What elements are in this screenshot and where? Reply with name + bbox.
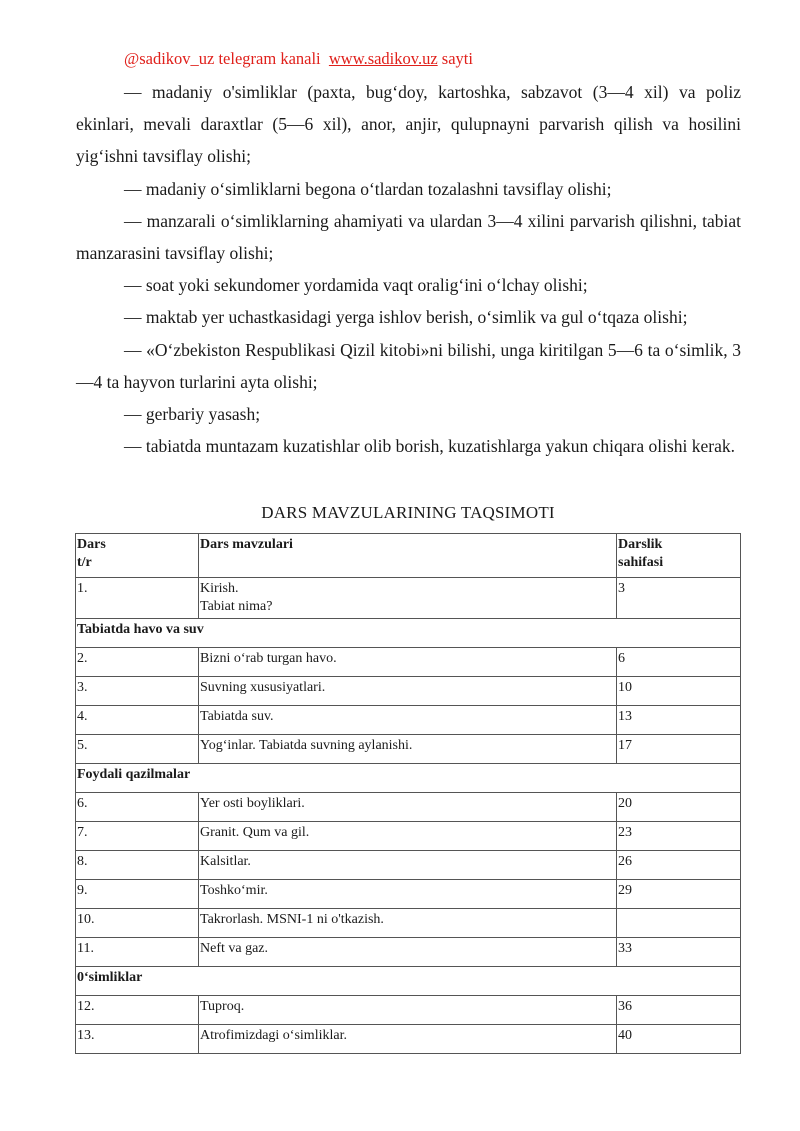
cell-topic: Kalsitlar. [199, 851, 617, 880]
cell-number: 5. [76, 735, 199, 764]
cell-number: 13. [76, 1025, 199, 1054]
paragraph: — soat yoki sekundomer yordamida vaqt oralig‘ini o‘lchay olishi; [124, 275, 588, 296]
table-row [76, 1025, 741, 1054]
cell-topic: Kirish. Tabiat nima? [199, 578, 617, 619]
header-cell-topic: Dars mavzulari [199, 534, 617, 578]
cell-number: 6. [76, 793, 199, 822]
cell-topic: Suvning xususiyatlari. [199, 677, 617, 706]
body-text [76, 76, 741, 462]
cell-page: 10 [617, 677, 741, 706]
cell-page: 26 [617, 851, 741, 880]
table-row [76, 880, 741, 909]
cell-page: 17 [617, 735, 741, 764]
cell-number: 3. [76, 677, 199, 706]
cell-topic: Granit. Qum va gil. [199, 822, 617, 851]
table-section-row [76, 619, 741, 648]
cell-topic: Tuproq. [199, 996, 617, 1025]
cell-topic: Takrorlash. MSNI-1 ni o'tkazish. [199, 909, 617, 938]
table-row [76, 677, 741, 706]
header-cell-page: Darslik sahifasi [617, 534, 741, 578]
cell-number: 8. [76, 851, 199, 880]
cell-page: 33 [617, 938, 741, 967]
section-title: Foydali qazilmalar [76, 764, 741, 793]
table-header-row [76, 534, 741, 578]
table-row [76, 706, 741, 735]
table-title: DARS MAVZULARINING TAQSIMOTI [261, 503, 555, 522]
table-row [76, 909, 741, 938]
cell-topic: Neft va gaz. [199, 938, 617, 967]
cell-page [617, 909, 741, 938]
cell-number: 7. [76, 822, 199, 851]
cell-page: 23 [617, 822, 741, 851]
cell-page: 29 [617, 880, 741, 909]
cell-number: 2. [76, 648, 199, 677]
cell-page: 3 [617, 578, 741, 619]
cell-topic: Yog‘inlar. Tabiatda suvning aylanishi. [199, 735, 617, 764]
paragraph: — madaniy o'simliklar (paxta, bug‘doy, kartoshka, sabzavot (3—4 xil) va poliz ekinlari, mevali daraxtlar (5—6 xil), anor, anjir, qulupnayni parvarish qilish va hosilini yig‘ishni tavsiflay olishi; [76, 82, 741, 167]
cell-page: 20 [617, 793, 741, 822]
table-row [76, 648, 741, 677]
cell-topic: Yer osti boyliklari. [199, 793, 617, 822]
table-row [76, 793, 741, 822]
cell-topic: Bizni o‘rab turgan havo. [199, 648, 617, 677]
cell-topic: Atrofimizdagi o‘simliklar. [199, 1025, 617, 1054]
cell-page: 36 [617, 996, 741, 1025]
cell-number: 9. [76, 880, 199, 909]
section-title: Tabiatda havo va suv [76, 619, 741, 648]
table-row [76, 996, 741, 1025]
cell-page: 40 [617, 1025, 741, 1054]
cell-topic: Tabiatda suv. [199, 706, 617, 735]
page-header [124, 48, 473, 70]
header-suffix-text: sayti [441, 49, 473, 68]
table-section-row [76, 764, 741, 793]
header-telegram-text: @sadikov_uz telegram kanali [124, 49, 321, 68]
table-row [76, 851, 741, 880]
header-website-link[interactable]: www.sadikov.uz [328, 49, 438, 68]
table-row [76, 735, 741, 764]
paragraph: — maktab yer uchastkasidagi yerga ishlov berish, o‘simlik va gul o‘tqaza olishi; [124, 307, 688, 328]
table-row [76, 938, 741, 967]
table-section-row [76, 967, 741, 996]
cell-number: 4. [76, 706, 199, 735]
header-cell-number: Dars t/r [76, 534, 199, 578]
paragraph: — «O‘zbekiston Respublikasi Qizil kitobi»ni bilishi, unga kiritilgan 5—6 ta o‘simlik, 3—4 ta hayvon turlarini ayta olishi; [76, 339, 741, 392]
cell-page: 6 [617, 648, 741, 677]
table-row [76, 822, 741, 851]
paragraph: — gerbariy yasash; [124, 404, 261, 425]
paragraph: — manzarali o‘simliklarning ahamiyati va ulardan 3—4 xilini parvarish qilishni, tabiat manzarasini tavsiflay olishi; [76, 210, 741, 264]
cell-page: 13 [617, 706, 741, 735]
cell-number: 10. [76, 909, 199, 938]
cell-number: 1. [76, 578, 199, 619]
lesson-table [75, 533, 741, 1054]
cell-number: 12. [76, 996, 199, 1025]
cell-number: 11. [76, 938, 199, 967]
paragraph: — madaniy o‘simliklarni begona o‘tlardan tozalashni tavsiflay olishi; [124, 178, 612, 199]
section-title: 0‘simliklar [76, 967, 741, 996]
cell-topic: Toshko‘mir. [199, 880, 617, 909]
table-row [76, 578, 741, 619]
paragraph: — tabiatda muntazam kuzatishlar olib borish, kuzatishlarga yakun chiqara olishi kerak. [124, 436, 736, 457]
